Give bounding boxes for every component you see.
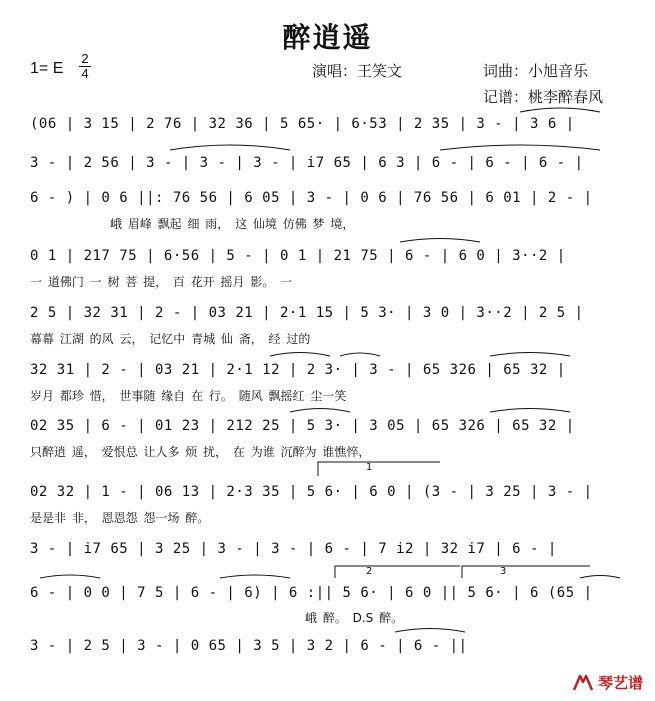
slur-mark: [520, 108, 600, 112]
music-note-icon: [572, 674, 594, 692]
slur-mark: [40, 575, 100, 578]
ending-bracket: [318, 462, 440, 476]
meter-bottom: 4: [81, 66, 89, 81]
ending-bracket: [462, 566, 590, 578]
score-row: 02 35 | 6 - | 01 23 | 212 25 | 5 3· | 3 05 | 65 326 | 65 32 |: [30, 418, 575, 434]
ending-number: 3: [500, 566, 507, 577]
score-row: 3 - | 2 56 | 3 - | 3 - | 3 - | i7 65 | 6 3 | 6 - | 6 - | 6 - |: [30, 155, 584, 171]
ending-number: 2: [366, 566, 373, 577]
lyric-line: 是是非 非， 恩恩怨 怨一场 醉。: [30, 511, 210, 525]
score-row: 3 - | 2 5 | 3 - | 0 65 | 3 5 | 3 2 | 6 - | 6 - ||: [30, 638, 468, 654]
meter-top: 2: [81, 51, 89, 66]
slur-mark: [395, 629, 465, 633]
lyric-line: 峨 眉峰 飘起 细 雨， 这 仙境 仿佛 梦 境，: [110, 217, 355, 231]
score-row: (06 | 3 15 | 2 76 | 32 36 | 5 65· | 6·53 | 2 35 | 3 - | 3 6 |: [30, 116, 575, 132]
slur-mark: [220, 575, 290, 578]
ending-number: 1: [366, 462, 373, 473]
key-signature: 1= E: [30, 60, 64, 77]
lyric-line: 只醉逍 遥， 爱恨总 让人多 烦 扰， 在 为谁 沉醉为 谁憔悴，: [30, 445, 371, 459]
lyric-line: 岁月 都珍 惜， 世事随 缘自 在 行。 随风 飘摇红 尘一笑: [30, 389, 347, 403]
score-row: 3 - | i7 65 | 3 25 | 3 - | 3 - | 6 - | 7 i2 | 32 i7 | 6 - |: [30, 541, 557, 557]
lyric-line: 峨 醉。 D.S 醉。: [305, 611, 404, 625]
slur-mark: [290, 409, 350, 413]
score-row: 0 1 | 217 75 | 6·56 | 5 - | 0 1 | 21 75 | 6 - | 6 0 | 3··2 |: [30, 248, 566, 264]
ending-bracket: [335, 566, 460, 578]
score-row: 32 31 | 2 - | 03 21 | 2·1 12 | 2 3· | 3 - | 65 326 | 65 32 |: [30, 362, 566, 378]
score-row: 2 5 | 32 31 | 2 - | 03 21 | 2·1 15 | 5 3· | 3 0 | 3··2 | 2 5 |: [30, 305, 584, 321]
composer-credit: 词曲：小旭音乐: [483, 62, 589, 80]
score-row: 6 - | 0 0 | 7 5 | 6 - | 6) | 6 :|| 5 6· | 6 0 || 5 6· | 6 (65 |: [30, 585, 593, 601]
slur-mark: [580, 576, 620, 579]
slur-mark: [400, 239, 480, 243]
slur-mark: [490, 353, 570, 357]
slur-mark: [490, 409, 570, 413]
slur-mark: [340, 353, 380, 356]
lyric-line: 幕幕 江湖 的风 云， 记忆中 青城 仙 斋， 经 过的: [30, 332, 311, 346]
slur-mark: [270, 353, 330, 357]
transcriber-credit: 记谱：桃李醉春风: [483, 88, 604, 106]
song-title: 醉逍遥: [282, 21, 373, 54]
singer-credit: 演唱：王笑文: [312, 62, 403, 80]
watermark-text: 琴艺谱: [597, 674, 643, 692]
slur-mark: [170, 145, 290, 150]
score-row: 6 - ) | 0 6 ||: 76 56 | 6 05 | 3 - | 0 6 | 76 56 | 6 01 | 2 - |: [30, 190, 593, 206]
score-row: 02 32 | 1 - | 06 13 | 2·3 35 | 5 6· | 6 0 | (3 - | 3 25 | 3 - |: [30, 484, 593, 500]
slur-mark: [440, 145, 600, 150]
watermark-logo: [572, 672, 643, 693]
lyric-line: 一 道佛门 一 树 菩 提， 百 花开 摇月 影。 一: [30, 275, 293, 289]
